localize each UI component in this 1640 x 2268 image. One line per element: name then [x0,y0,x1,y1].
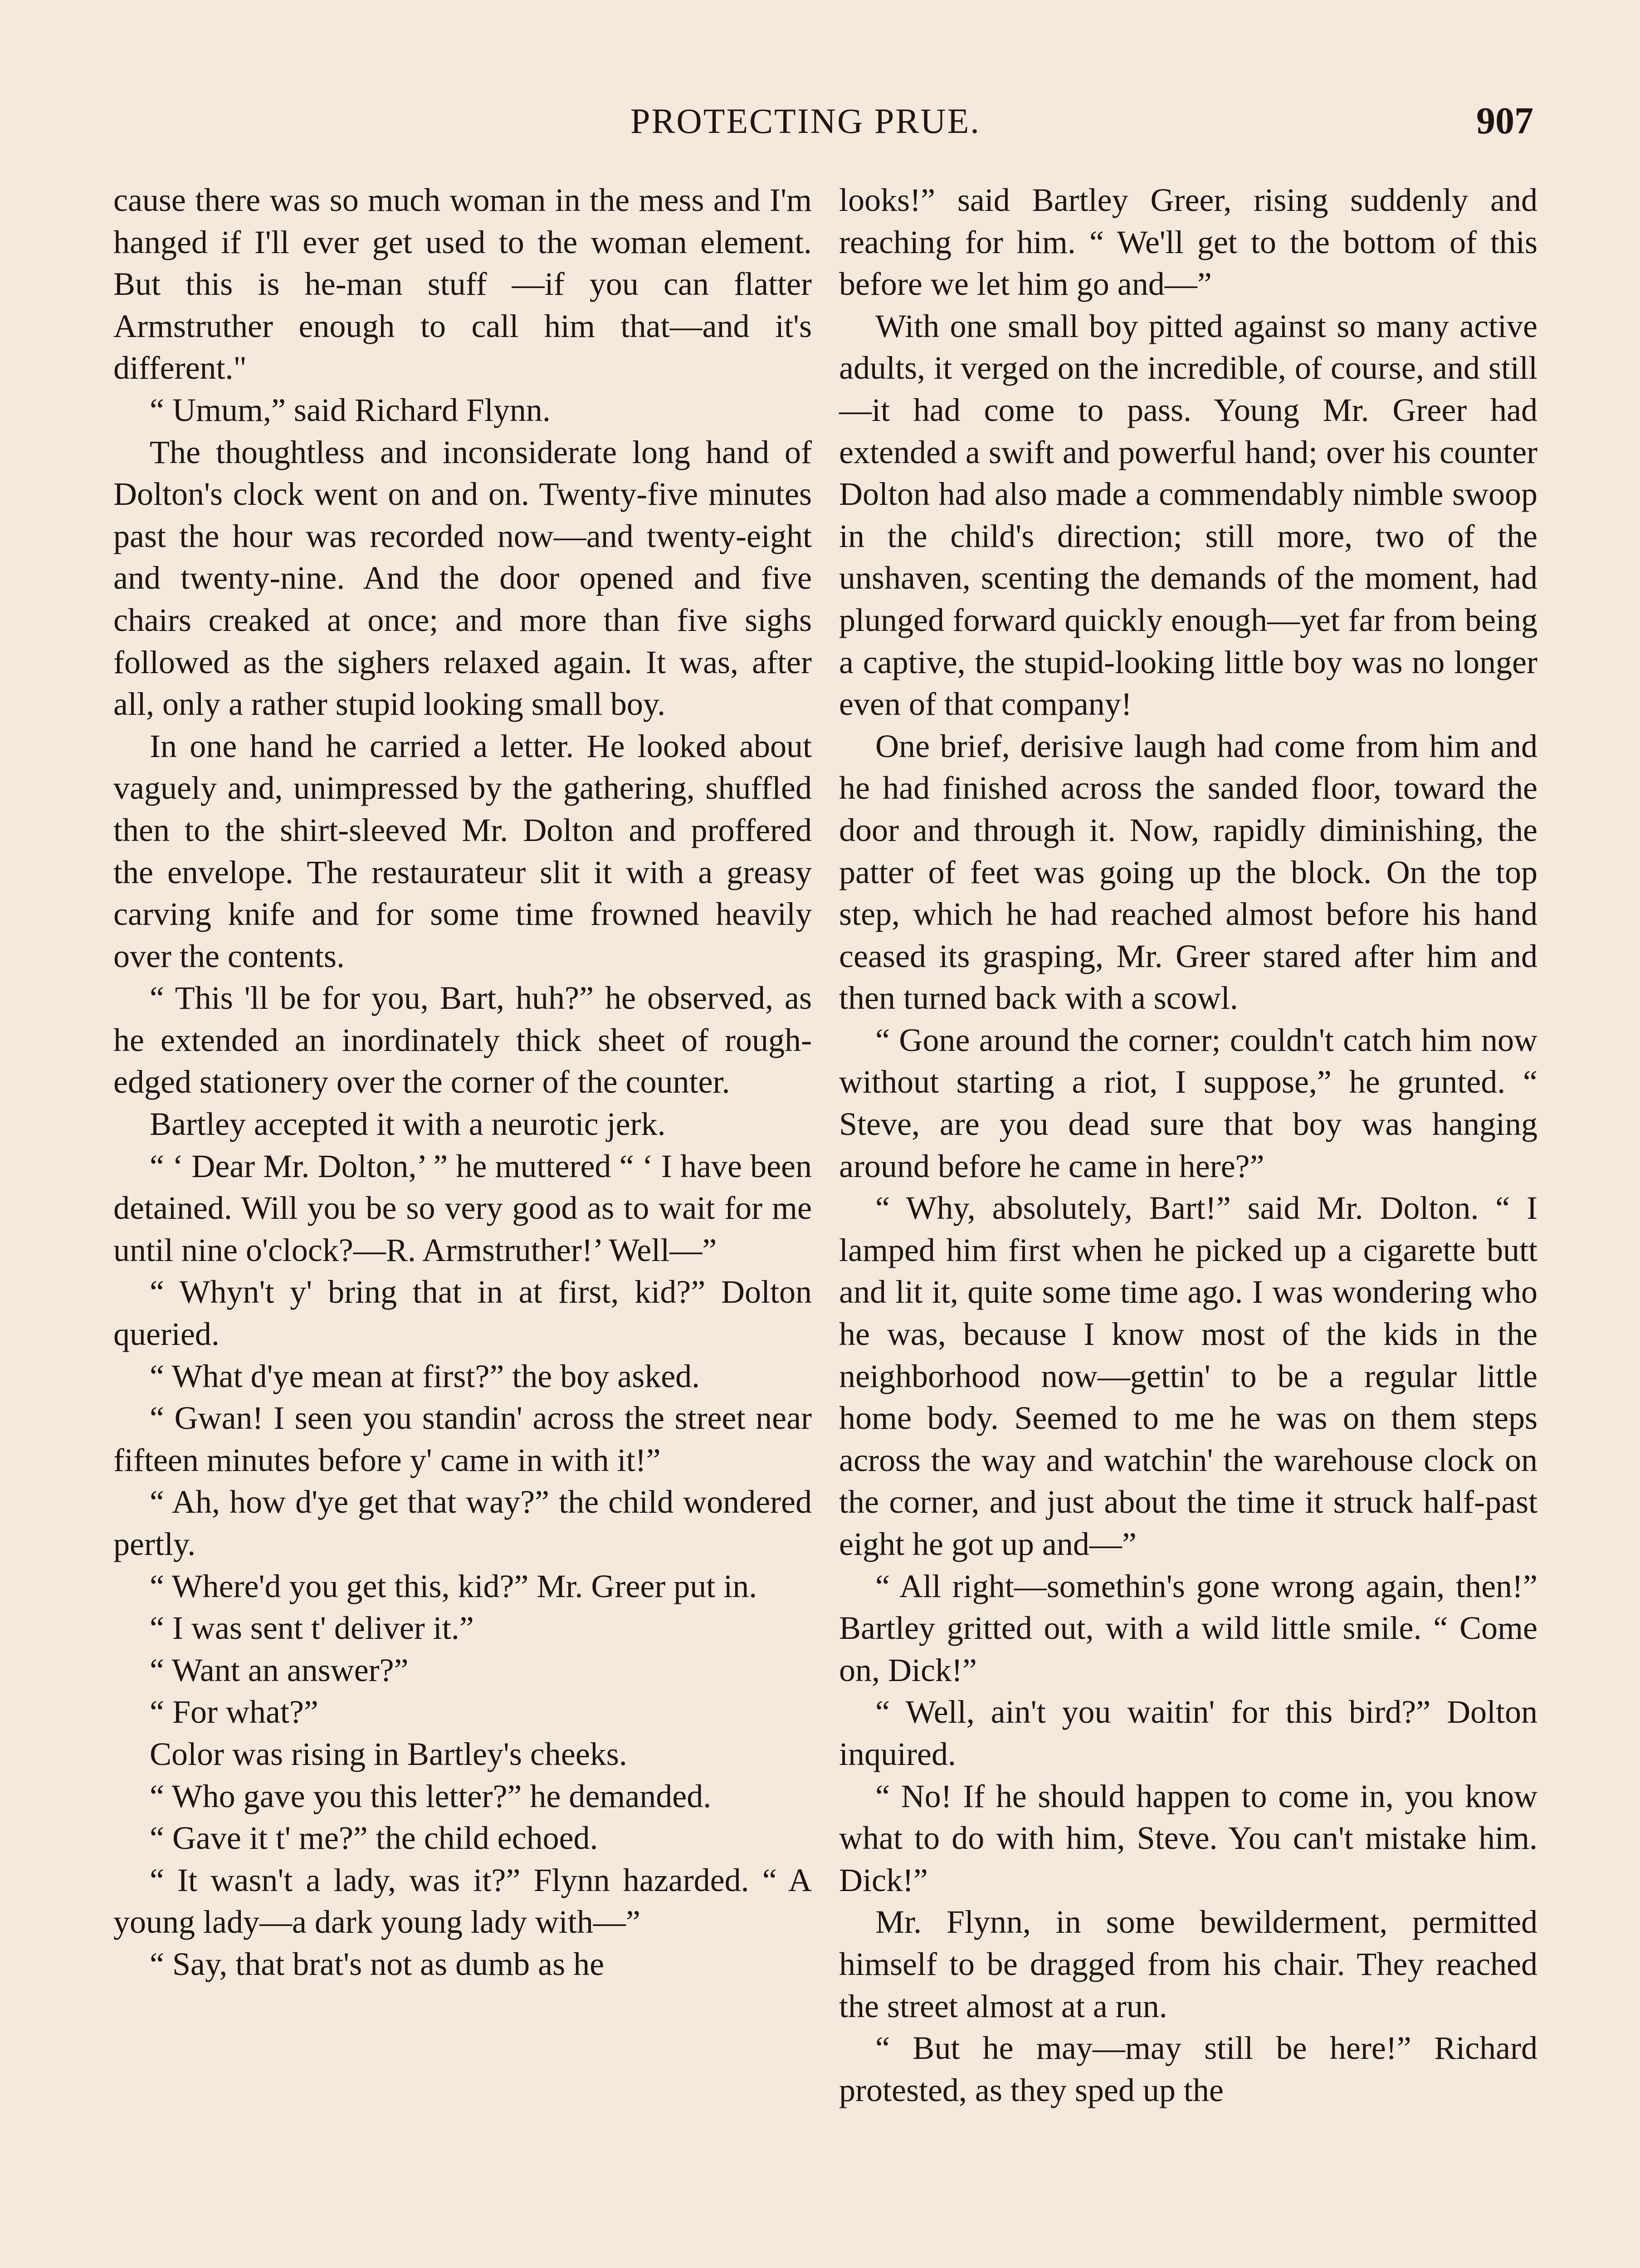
paragraph: “ ‘ Dear Mr. Dolton,’ ” he muttered “ ‘ I have been detained. Will you be so very good as to wait for me until nine o'clock?—R. Armstruther!’ Well—” [113,1148,812,1268]
right-column [839,179,1538,2111]
paragraph: Color was rising in Bartley's cheeks. [150,1735,627,1772]
paragraph: “ Gwan! I seen you standin' across the street near fifteen minutes before y' came in with it!” [113,1400,812,1478]
paragraph: “ For what?” [150,1694,318,1730]
paragraph: “ What d'ye mean at first?” the boy asked. [150,1358,700,1394]
paragraph: One brief, derisive laugh had come from him and he had finished across the sanded floor, toward the door and through it. Now, rapidly diminishing, the patter of feet was going up the block. On the top step, which he had reached almost before his hand ceased its grasping, Mr. Greer stared after him and then turned back with a scowl. [839,728,1538,1017]
paragraph: “ Well, ain't you waitin' for this bird?” Dolton inquired. [839,1694,1538,1772]
paragraph: Mr. Flynn, in some bewilderment, permitted himself to be dragged from his chair. They reached the street almost at a run. [839,1904,1538,2024]
left-column [113,179,812,1985]
paragraph: “ Who gave you this letter?” he demanded. [150,1778,712,1814]
paragraph: “ Umum,” said Richard Flynn. [150,391,551,428]
paragraph: “ Whyn't y' bring that in at first, kid?” Dolton queried. [113,1274,812,1353]
paragraph: cause there was so much woman in the mess and I'm hanged if I'll ever get used to the woman element. But this is he-man stuff —if you can flatter Armstruther enough to call him that—and it's different." [113,182,812,386]
paragraph: “ Ah, how d'ye get that way?” the child wondered pertly. [113,1484,812,1562]
paragraph: “ Want an answer?” [150,1652,409,1688]
paragraph: “ Why, absolutely, Bart!” said Mr. Dolton. “ I lamped him first when he picked up a cigarette butt and lit it, quite some time ago. I was wondering who he was, because I know most of the kids in the neighborhood now—gettin' to be a regular little home body. Seemed to me he was on them steps across the way and watchin' the warehouse clock on the corner, and just about the time it struck half-past eight he got up and—” [839,1190,1538,1562]
paragraph: “ But he may—may still be here!” Richard protested, as they sped up the [839,2030,1538,2108]
paragraph: “ It wasn't a lady, was it?” Flynn hazarded. “ A young lady—a dark young lady with—” [113,1862,812,1941]
paragraph: “ This 'll be for you, Bart, huh?” he observed, as he extended an inordinately thick sheet of rough-edged stationery over the corner of the counter. [113,980,812,1100]
paragraph: “ I was sent t' deliver it.” [150,1610,474,1647]
paragraph: “ Gone around the corner; couldn't catch him now without starting a riot, I suppose,” he grunted. “ Steve, are you dead sure that boy was hanging around before he came in here?” [839,1022,1538,1184]
paragraph: “ Gave it t' me?” the child echoed. [150,1820,598,1857]
paragraph: In one hand he carried a letter. He looked about vaguely and, unimpressed by the gathering, shuffled then to the shirt-sleeved Mr. Dolton and proffered the envelope. The restaurateur slit it with a greasy carving knife and for some time frowned heavily over the contents. [113,728,812,974]
paragraph: The thoughtless and inconsiderate long hand of Dolton's clock went on and on. Twenty-five minutes past the hour was recorded now—and twenty-eight and twenty-nine. And the door opened and five chairs creaked at once; and more than five sighs followed as the sighers relaxed again. It was, after all, only a rather stupid looking small boy. [113,434,812,723]
paragraph: “ All right—somethin's gone wrong again, then!” Bartley gritted out, with a wild little smile. “ Come on, Dick!” [839,1568,1538,1688]
paragraph: Bartley accepted it with a neurotic jerk. [150,1106,666,1143]
running-title: PROTECTING PRUE. [630,101,981,141]
page-number: 907 [1476,100,1533,142]
paragraph: “ Say, that brat's not as dumb as he [150,1945,605,1982]
paragraph: “ Where'd you get this, kid?” Mr. Greer put in. [150,1568,757,1604]
paragraph: “ No! If he should happen to come in, you know what to do with him, Steve. You can't mistake him. Dick!” [839,1778,1538,1898]
paragraph: With one small boy pitted against so many active adults, it verged on the incredible, of course, and still—it had come to pass. Young Mr. Greer had extended a swift and powerful hand; over his counter Dolton had also made a commendably nimble swoop in the child's direction; still more, two of the unshaven, scenting the demands of the moment, had plunged forward quickly enough—yet far from being a captive, the stupid-looking little boy was no longer even of that company! [839,308,1538,723]
paragraph: looks!” said Bartley Greer, rising suddenly and reaching for him. “ We'll get to the bottom of this before we let him go and—” [839,182,1538,303]
